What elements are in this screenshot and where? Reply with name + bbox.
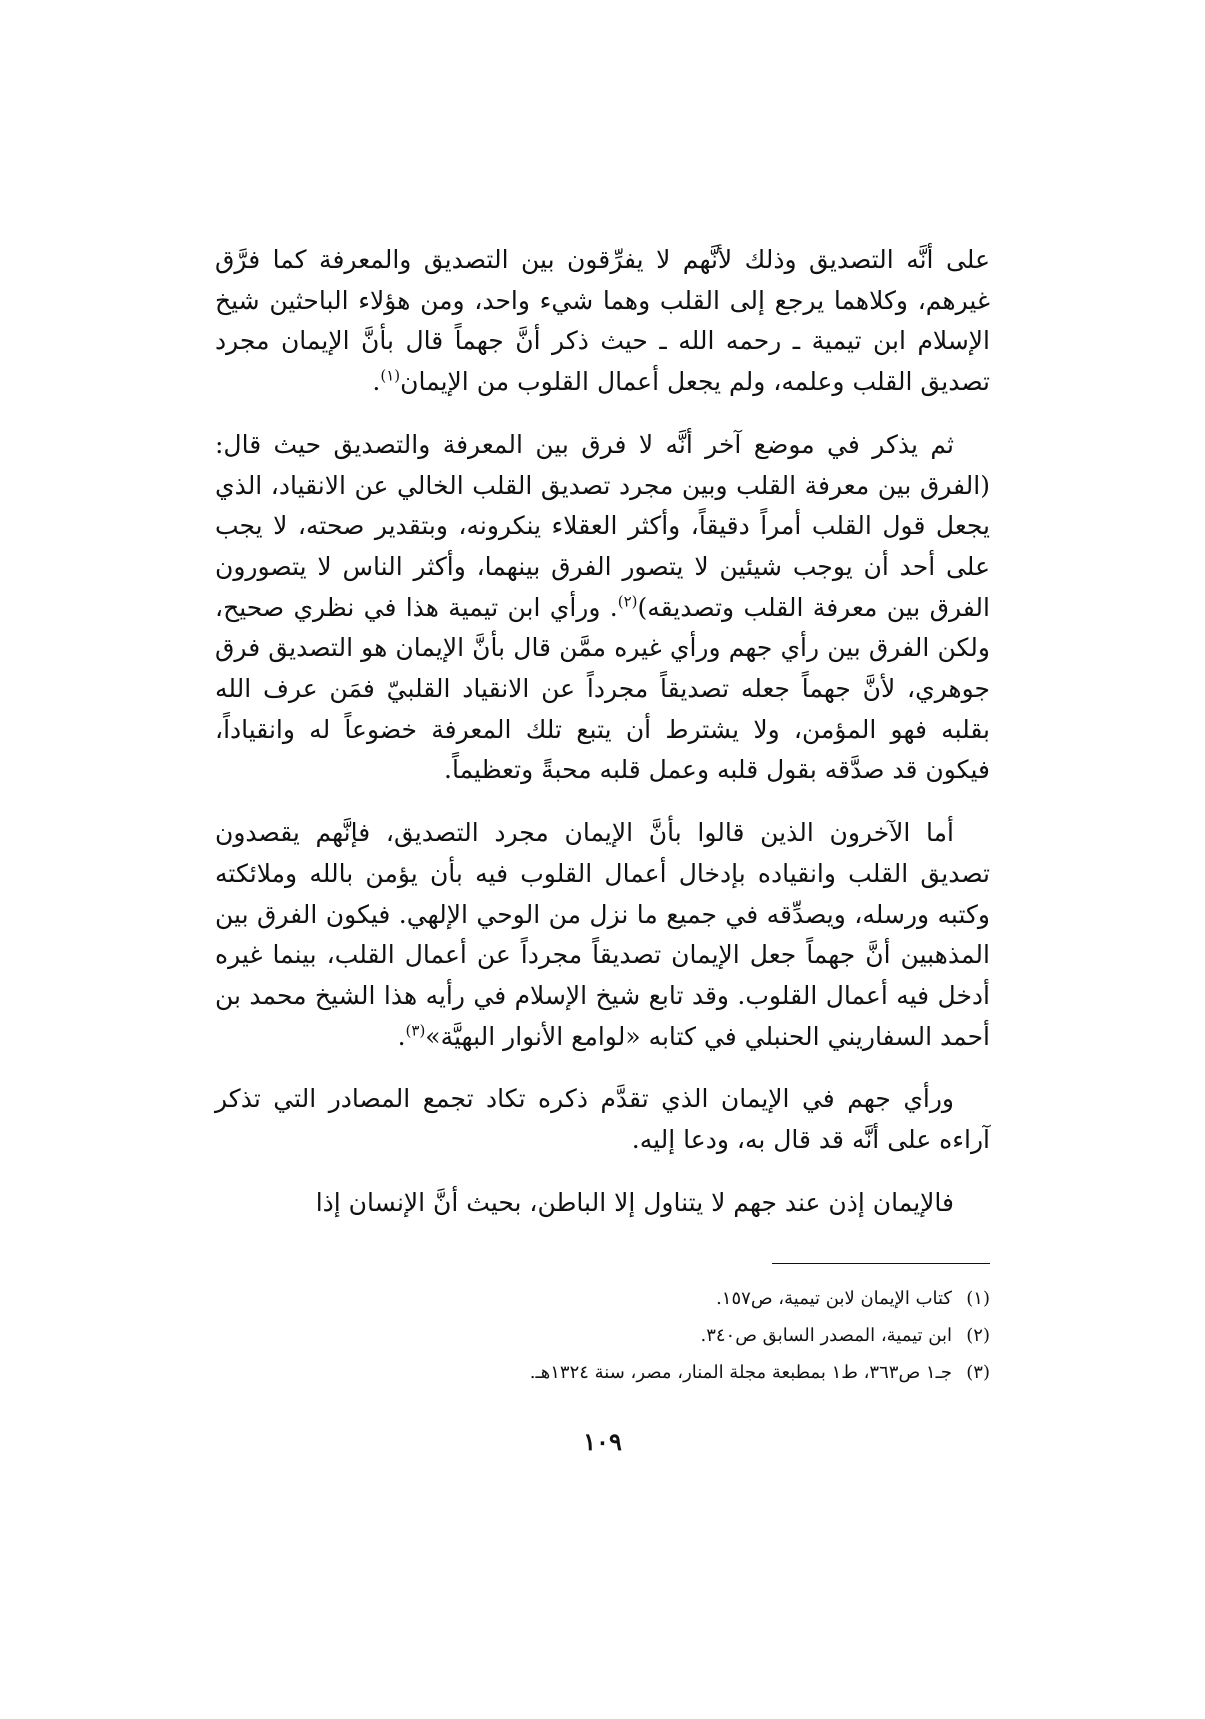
paragraph-text: على أنَّه التصديق وذلك لأنَّهم لا يفرِّقون بين التصديق والمعرفة كما فرَّق غيرهم، وكلاهما يرجع إلى القلب وهما شيء واحد، ومن هؤلاء الباحثين شيخ الإسلام ابن تيمية ـ رحمه الله ـ حيث ذكر أنَّ جهماً قال بأنَّ الإيمان مجرد تصديق القلب وعلمه، ولم يجعل أعمال القلوب من الإيمان [215, 245, 990, 397]
paragraph-2 [215, 425, 990, 791]
paragraph-1 [215, 240, 990, 403]
paragraph-text: ورأي جهم في الإيمان الذي تقدَّم ذكره تكاد تجمع المصادر التي تذكر آراءه على أنَّه قد قال به، ودعا إليه. [215, 1084, 990, 1155]
footnote-reference[interactable]: (٣) [405, 1021, 426, 1040]
footnote-number: (١) [966, 1288, 990, 1309]
footnote-1 [215, 1280, 990, 1317]
paragraph-3 [215, 813, 990, 1057]
footnote-text: جـ١ ص٣٦٣، ط١ بمطبعة مجلة المنار، مصر، سنة ١٣٢٤هـ. [529, 1362, 952, 1383]
paragraph-text: . [397, 1021, 406, 1051]
footnote-number: (٣) [966, 1362, 990, 1383]
paragraph-5 [215, 1183, 990, 1224]
footnote-2 [215, 1317, 990, 1354]
footnote-text: كتاب الإيمان لابن تيمية، ص١٥٧. [716, 1288, 952, 1309]
footnote-reference[interactable]: (١) [380, 366, 401, 385]
page-number: ١٠٩ [583, 1427, 622, 1456]
footnote-text: ابن تيمية، المصدر السابق ص٣٤٠. [700, 1325, 952, 1346]
paragraph-text: أما الآخرون الذين قالوا بأنَّ الإيمان مجرد التصديق، فإنَّهم يقصدون تصديق القلب وانقياده بإدخال أعمال القلوب فيه بأن يؤمن بالله وملائكته وكتبه ورسله، ويصدِّقه في جميع ما نزل من الوحي الإلهي. فيكون الفرق بين المذهبين أنَّ جهماً جعل الإيمان تصديقاً مجرداً عن أعمال القلب، بينما غيره أدخل فيه أعمال القلوب. وقد تابع شيخ الإسلام في رأيه هذا الشيخ محمد بن أحمد السفاريني الحنبلي في كتابه «لوامع الأنوار البهيَّة» [215, 818, 990, 1051]
body-text [215, 240, 990, 1245]
footnote-separator [772, 1263, 990, 1264]
paragraph-4 [215, 1079, 990, 1160]
footnote-reference[interactable]: (٢) [617, 592, 638, 611]
paragraph-text: فالإيمان إذن عند جهم لا يتناول إلا الباطن، بحيث أنَّ الإنسان إذا [315, 1187, 954, 1217]
paragraph-text: . ورأي ابن تيمية هذا في نظري صحيح، ولكن الفرق بين رأي جهم ورأي غيره ممَّن قال بأنَّ الإيمان هو التصديق فرق جوهري، لأنَّ جهماً جعله تصديقاً مجرداً عن الانقياد القلبيّ فمَن عرف الله بقلبه فهو المؤمن، ولا يشترط أن يتبع تلك المعرفة خضوعاً له وانقياداً، فيكون قد صدَّقه بقول قلبه وعمل قلبه محبةً وتعظيماً. [215, 592, 990, 785]
footnote-3 [215, 1354, 990, 1391]
footnote-number: (٢) [966, 1325, 990, 1346]
paragraph-text: ثم يذكر في موضع آخر أنَّه لا فرق بين المعرفة والتصديق حيث قال: (الفرق بين معرفة القلب وبين مجرد تصديق القلب الخالي عن الانقياد، الذي يجعل قول القلب أمراً دقيقاً، وأكثر العقلاء ينكرونه، وبتقدير صحته، لا يجب على أحد أن يوجب شيئين لا يتصور الفرق بينهما، وأكثر الناس لا يتصورون الفرق بين معرفة القلب وتصديقه) [215, 429, 990, 622]
footnotes [215, 1280, 990, 1391]
paragraph-text: . [372, 367, 381, 397]
